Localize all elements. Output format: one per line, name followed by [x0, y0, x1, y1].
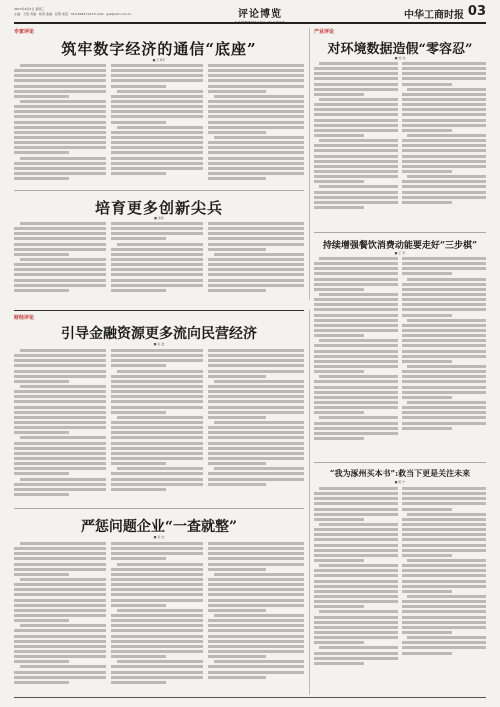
article-7-col-2: [111, 542, 203, 686]
article-5-title: 引导金融资源更多流向民营经济: [61, 326, 257, 342]
bottom-rule: [14, 697, 486, 698]
article-7-title: 严惩问题企业“一查就整”: [80, 519, 238, 535]
article-1-byline: ■ 王秀平: [152, 58, 166, 62]
date-line: 2013年6月5日 星期三: [14, 7, 45, 11]
page-number: 03: [467, 4, 486, 19]
masthead-rule: [14, 22, 486, 24]
tag-finance-review: 财经评论: [14, 315, 35, 321]
article-2-col-2: [402, 62, 486, 206]
article-6-col-1: [314, 487, 398, 667]
tag-expert-review: 专家评论: [14, 29, 35, 35]
article-2-col-1: [314, 62, 398, 211]
editor-line: 主编：王凯 责编：杨涛 美编：张明 电话：010-82627123 E-mail：gsb@cbt.com.cn: [14, 12, 132, 16]
column-divider-lower: [309, 310, 310, 695]
article-7-col-3: [208, 542, 304, 681]
article-6-byline: ■ 陈 宁: [394, 480, 406, 484]
article-3-rule: [14, 190, 304, 191]
section-title: 评论博览: [238, 9, 282, 20]
article-4-col-2: [402, 257, 486, 432]
article-1-col-1: [14, 64, 106, 182]
column-divider: [309, 28, 310, 300]
article-4-rule: [314, 232, 486, 233]
article-6-title: “我为涿州买本书”:救当下更是关注未来: [329, 468, 471, 478]
article-7-byline: ■ 吴 杰: [153, 535, 165, 539]
tag-industry-review: 产业评论: [314, 29, 335, 35]
article-5-col-2: [111, 349, 203, 493]
article-2-title: 对环境数据造假“零容忍”: [327, 42, 473, 57]
article-7-rule: [14, 508, 304, 509]
article-1-col-3: [208, 64, 304, 182]
article-5-byline: ■ 张 波: [153, 342, 165, 346]
article-4-title: 持续增强餐饮消费动能要走好“三步棋”: [322, 241, 478, 251]
article-5-col-3: [208, 349, 304, 488]
article-3-col-3: [208, 222, 304, 294]
article-5-col-1: [14, 349, 106, 498]
article-2-byline: ■ 刘 伟: [394, 56, 406, 60]
article-3-byline: ■ 李新: [154, 216, 164, 220]
article-1-col-2: [111, 64, 203, 177]
paper-name: 中华工商时报: [404, 10, 464, 21]
article-6-rule: [314, 462, 486, 463]
article-7-col-1: [14, 542, 106, 686]
article-3-title: 培育更多创新尖兵: [94, 199, 223, 217]
article-1-title: 筑牢数字经济的通信“底座”: [61, 40, 257, 58]
section-rule-mid: [14, 310, 304, 311]
article-3-col-1: [14, 222, 106, 294]
article-4-col-1: [314, 257, 398, 442]
article-4-byline: ■ 王 军: [394, 251, 406, 255]
article-6-col-2: [402, 487, 486, 657]
article-3-col-2: [111, 222, 203, 294]
